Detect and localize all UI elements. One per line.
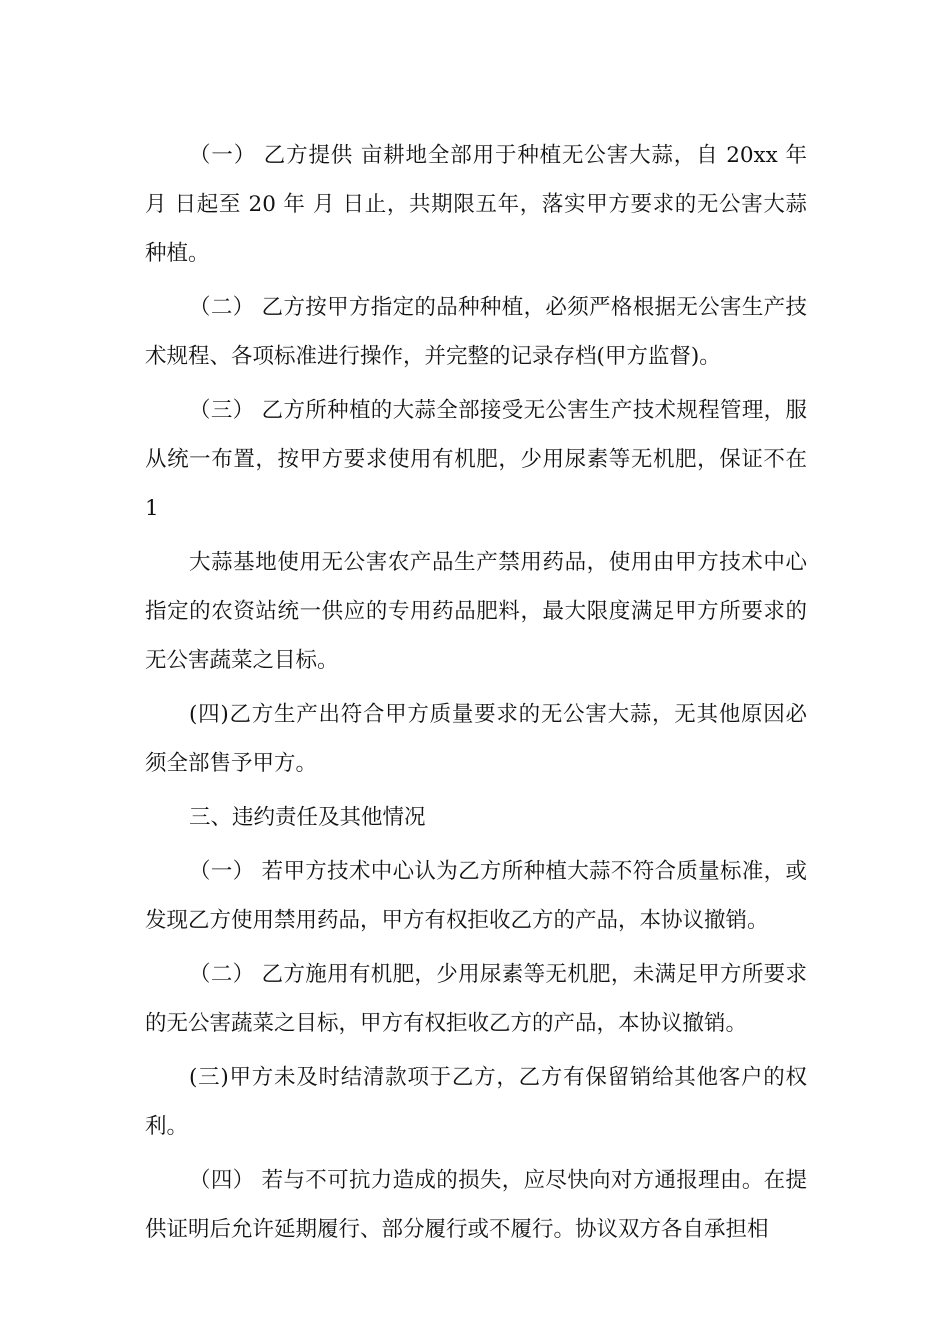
paragraph-2-variety-standards: （二） 乙方按甲方指定的品种种植，必须严格根据无公害生产技术规程、各项标准进行操作，并完整的记录存档(甲方监督)。 [145, 295, 807, 369]
paragraph-4-banned-drugs: 大蒜基地使用无公害农产品生产禁用药品，使用由甲方技术中心指定的农资站统一供应的专用药品肥料，最大限度满足甲方所要求的无公害蔬菜之目标。 [145, 550, 807, 673]
paragraph-7-fertilizer-rejection: （二） 乙方施用有机肥，少用尿素等无机肥，未满足甲方所要求的无公害蔬菜之目标，甲方有权拒收乙方的产品，本协议撤销。 [145, 962, 807, 1036]
paragraph-8-payment: (三)甲方未及时结清款项于乙方，乙方有保留销给其他客户的权利。 [145, 1065, 807, 1139]
paragraph-5-sale-to-party-a: (四)乙方生产出符合甲方质量要求的无公害大蒜，无其他原因必须全部售予甲方。 [145, 702, 807, 776]
paragraph-6-quality-rejection: （一） 若甲方技术中心认为乙方所种植大蒜不符合质量标准，或发现乙方使用禁用药品，甲方有权拒收乙方的产品，本协议撤销。 [145, 859, 807, 933]
document-body [145, 131, 807, 1259]
paragraph-9-force-majeure: （四） 若与不可抗力造成的损失，应尽快向对方通报理由。在提供证明后允许延期履行、部分履行或不履行。协议双方各自承担相 [145, 1168, 807, 1242]
paragraph-3-management: （三） 乙方所种植的大蒜全部接受无公害生产技术规程管理，服从统一布置，按甲方要求使用有机肥，少用尿素等无机肥，保证不在 1 [145, 398, 807, 521]
paragraph-1-planting-scope: （一） 乙方提供 亩耕地全部用于种植无公害大蒜，自 20xx 年 月 日起至 20 年 月 日止，共期限五年，落实甲方要求的无公害大蒜种植。 [145, 143, 807, 266]
section-heading-liability: 三、违约责任及其他情况 [189, 805, 426, 830]
